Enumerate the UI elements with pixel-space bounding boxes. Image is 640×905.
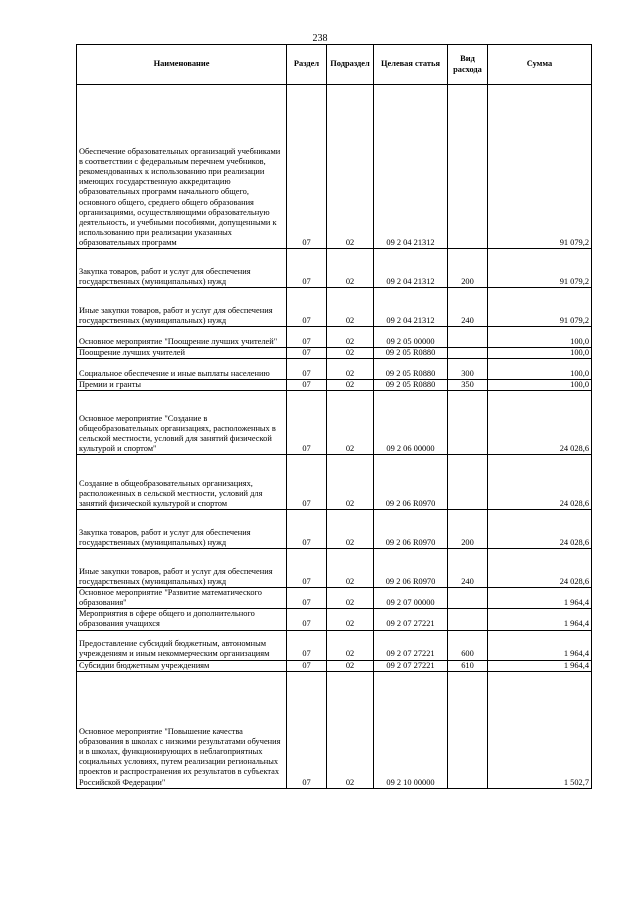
- row-sum-cell: 91 079,2: [488, 85, 592, 249]
- row-expense-type-cell: 240: [448, 549, 488, 588]
- row-subsection-cell: 02: [327, 85, 374, 249]
- row-section-cell: 07: [287, 671, 327, 788]
- row-article-cell: 09 2 04 21312: [374, 288, 448, 327]
- row-subsection-cell: 02: [327, 288, 374, 327]
- row-article-cell: 09 2 06 R0970: [374, 510, 448, 549]
- row-article-cell: 09 2 07 27221: [374, 660, 448, 671]
- row-sum-cell: 100,0: [488, 380, 592, 391]
- table-row: [77, 288, 592, 327]
- row-section-cell: 07: [287, 348, 327, 359]
- row-expense-type-cell: [448, 348, 488, 359]
- row-section-cell: 07: [287, 609, 327, 630]
- row-sum-cell: 100,0: [488, 348, 592, 359]
- row-expense-type-cell: [448, 455, 488, 510]
- row-expense-type-cell: 200: [448, 249, 488, 288]
- row-subsection-cell: 02: [327, 660, 374, 671]
- header-subsection: Подраздел: [327, 45, 374, 85]
- row-section-cell: 07: [287, 630, 327, 660]
- row-name-cell: Субсидии бюджетным учреждениям: [77, 660, 287, 671]
- row-article-cell: 09 2 04 21312: [374, 85, 448, 249]
- row-subsection-cell: 02: [327, 380, 374, 391]
- table-row: [77, 327, 592, 348]
- row-subsection-cell: 02: [327, 609, 374, 630]
- row-section-cell: 07: [287, 660, 327, 671]
- row-article-cell: 09 2 07 27221: [374, 630, 448, 660]
- row-subsection-cell: 02: [327, 327, 374, 348]
- row-article-cell: 09 2 06 R0970: [374, 549, 448, 588]
- row-article-cell: 09 2 10 00000: [374, 671, 448, 788]
- row-section-cell: 07: [287, 359, 327, 380]
- row-name-cell: Основное мероприятие "Повышение качества образования в школах с низкими результатами обучения и в школах, функционирующих в неблагоприятных социальных условиях, путем реализации региональных проектов и распространения их результатов в субъектах Российской Федерации": [77, 671, 287, 788]
- row-expense-type-cell: 200: [448, 510, 488, 549]
- header-article: Целевая статья: [374, 45, 448, 85]
- row-article-cell: 09 2 05 00000: [374, 327, 448, 348]
- row-expense-type-cell: [448, 85, 488, 249]
- row-article-cell: 09 2 05 R0880: [374, 359, 448, 380]
- row-sum-cell: 24 028,6: [488, 455, 592, 510]
- row-section-cell: 07: [287, 549, 327, 588]
- row-expense-type-cell: 300: [448, 359, 488, 380]
- header-sum: Сумма: [488, 45, 592, 85]
- row-expense-type-cell: 240: [448, 288, 488, 327]
- row-expense-type-cell: [448, 588, 488, 609]
- table-row: [77, 249, 592, 288]
- row-section-cell: 07: [287, 85, 327, 249]
- row-expense-type-cell: 600: [448, 630, 488, 660]
- row-name-cell: Мероприятия в сфере общего и дополнительного образования учащихся: [77, 609, 287, 630]
- row-name-cell: Закупка товаров, работ и услуг для обеспечения государственных (муниципальных) нужд: [77, 510, 287, 549]
- table-row: [77, 660, 592, 671]
- row-name-cell: Поощрение лучших учителей: [77, 348, 287, 359]
- row-article-cell: 09 2 04 21312: [374, 249, 448, 288]
- header-expense-type: Вид расхода: [448, 45, 488, 85]
- row-subsection-cell: 02: [327, 671, 374, 788]
- page-number: 238: [312, 33, 328, 44]
- row-section-cell: 07: [287, 380, 327, 391]
- row-article-cell: 09 2 06 00000: [374, 391, 448, 455]
- row-name-cell: Обеспечение образовательных организаций учебниками в соответствии с федеральным перечнем учебников, рекомендованных к использованию при реализации имеющих государственную аккредитацию образовательных программ начального общего, основного общего, среднего общего образования организациями, осуществляющими образовательную деятельность, и учебными пособиями, допущенными к использованию при реализации указанных образовательных программ: [77, 85, 287, 249]
- row-name-cell: Иные закупки товаров, работ и услуг для обеспечения государственных (муниципальных) нужд: [77, 288, 287, 327]
- row-section-cell: 07: [287, 455, 327, 510]
- row-subsection-cell: 02: [327, 630, 374, 660]
- table-row: [77, 510, 592, 549]
- row-expense-type-cell: [448, 327, 488, 348]
- row-name-cell: Основное мероприятие "Развитие математического образования": [77, 588, 287, 609]
- row-name-cell: Предоставление субсидий бюджетным, автономным учреждениям и иным некоммерческим организациям: [77, 630, 287, 660]
- header-name: Наименование: [77, 45, 287, 85]
- row-section-cell: 07: [287, 391, 327, 455]
- row-name-cell: Создание в общеобразовательных организациях, расположенных в сельской местности, условий для занятий физической культурой и спортом: [77, 455, 287, 510]
- header-section: Раздел: [287, 45, 327, 85]
- row-sum-cell: 24 028,6: [488, 510, 592, 549]
- table-header-row: [77, 45, 592, 85]
- row-article-cell: 09 2 06 R0970: [374, 455, 448, 510]
- table-row: [77, 391, 592, 455]
- row-name-cell: Основное мероприятие "Поощрение лучших учителей": [77, 327, 287, 348]
- row-article-cell: 09 2 07 00000: [374, 588, 448, 609]
- table-row: [77, 359, 592, 380]
- row-expense-type-cell: [448, 391, 488, 455]
- budget-table: [76, 44, 592, 789]
- row-name-cell: Иные закупки товаров, работ и услуг для обеспечения государственных (муниципальных) нужд: [77, 549, 287, 588]
- row-subsection-cell: 02: [327, 510, 374, 549]
- table-row: [77, 380, 592, 391]
- row-subsection-cell: 02: [327, 391, 374, 455]
- row-article-cell: 09 2 05 R0880: [374, 348, 448, 359]
- table-row: [77, 588, 592, 609]
- row-sum-cell: 91 079,2: [488, 288, 592, 327]
- row-subsection-cell: 02: [327, 455, 374, 510]
- table-row: [77, 85, 592, 249]
- table-row: [77, 455, 592, 510]
- row-name-cell: Премии и гранты: [77, 380, 287, 391]
- row-name-cell: Социальное обеспечение и иные выплаты населению: [77, 359, 287, 380]
- row-expense-type-cell: [448, 671, 488, 788]
- row-subsection-cell: 02: [327, 549, 374, 588]
- row-expense-type-cell: 350: [448, 380, 488, 391]
- row-subsection-cell: 02: [327, 588, 374, 609]
- row-sum-cell: 100,0: [488, 359, 592, 380]
- table-row: [77, 609, 592, 630]
- row-section-cell: 07: [287, 510, 327, 549]
- row-section-cell: 07: [287, 327, 327, 348]
- row-subsection-cell: 02: [327, 359, 374, 380]
- table-body: [77, 85, 592, 789]
- row-sum-cell: 91 079,2: [488, 249, 592, 288]
- table-row: [77, 348, 592, 359]
- row-name-cell: Закупка товаров, работ и услуг для обеспечения государственных (муниципальных) нужд: [77, 249, 287, 288]
- row-section-cell: 07: [287, 288, 327, 327]
- row-expense-type-cell: [448, 609, 488, 630]
- table-row: [77, 549, 592, 588]
- row-name-cell: Основное мероприятие "Создание в общеобразовательных организациях, расположенных в сельской местности, условий для занятий физической культурой и спортом": [77, 391, 287, 455]
- table-row: [77, 671, 592, 788]
- row-section-cell: 07: [287, 588, 327, 609]
- row-sum-cell: 1 502,7: [488, 671, 592, 788]
- row-sum-cell: 1 964,4: [488, 630, 592, 660]
- row-expense-type-cell: 610: [448, 660, 488, 671]
- row-subsection-cell: 02: [327, 249, 374, 288]
- row-subsection-cell: 02: [327, 348, 374, 359]
- row-sum-cell: 24 028,6: [488, 391, 592, 455]
- row-article-cell: 09 2 05 R0880: [374, 380, 448, 391]
- row-sum-cell: 1 964,4: [488, 609, 592, 630]
- row-sum-cell: 1 964,4: [488, 588, 592, 609]
- row-sum-cell: 1 964,4: [488, 660, 592, 671]
- row-article-cell: 09 2 07 27221: [374, 609, 448, 630]
- row-sum-cell: 100,0: [488, 327, 592, 348]
- row-section-cell: 07: [287, 249, 327, 288]
- table-row: [77, 630, 592, 660]
- row-sum-cell: 24 028,6: [488, 549, 592, 588]
